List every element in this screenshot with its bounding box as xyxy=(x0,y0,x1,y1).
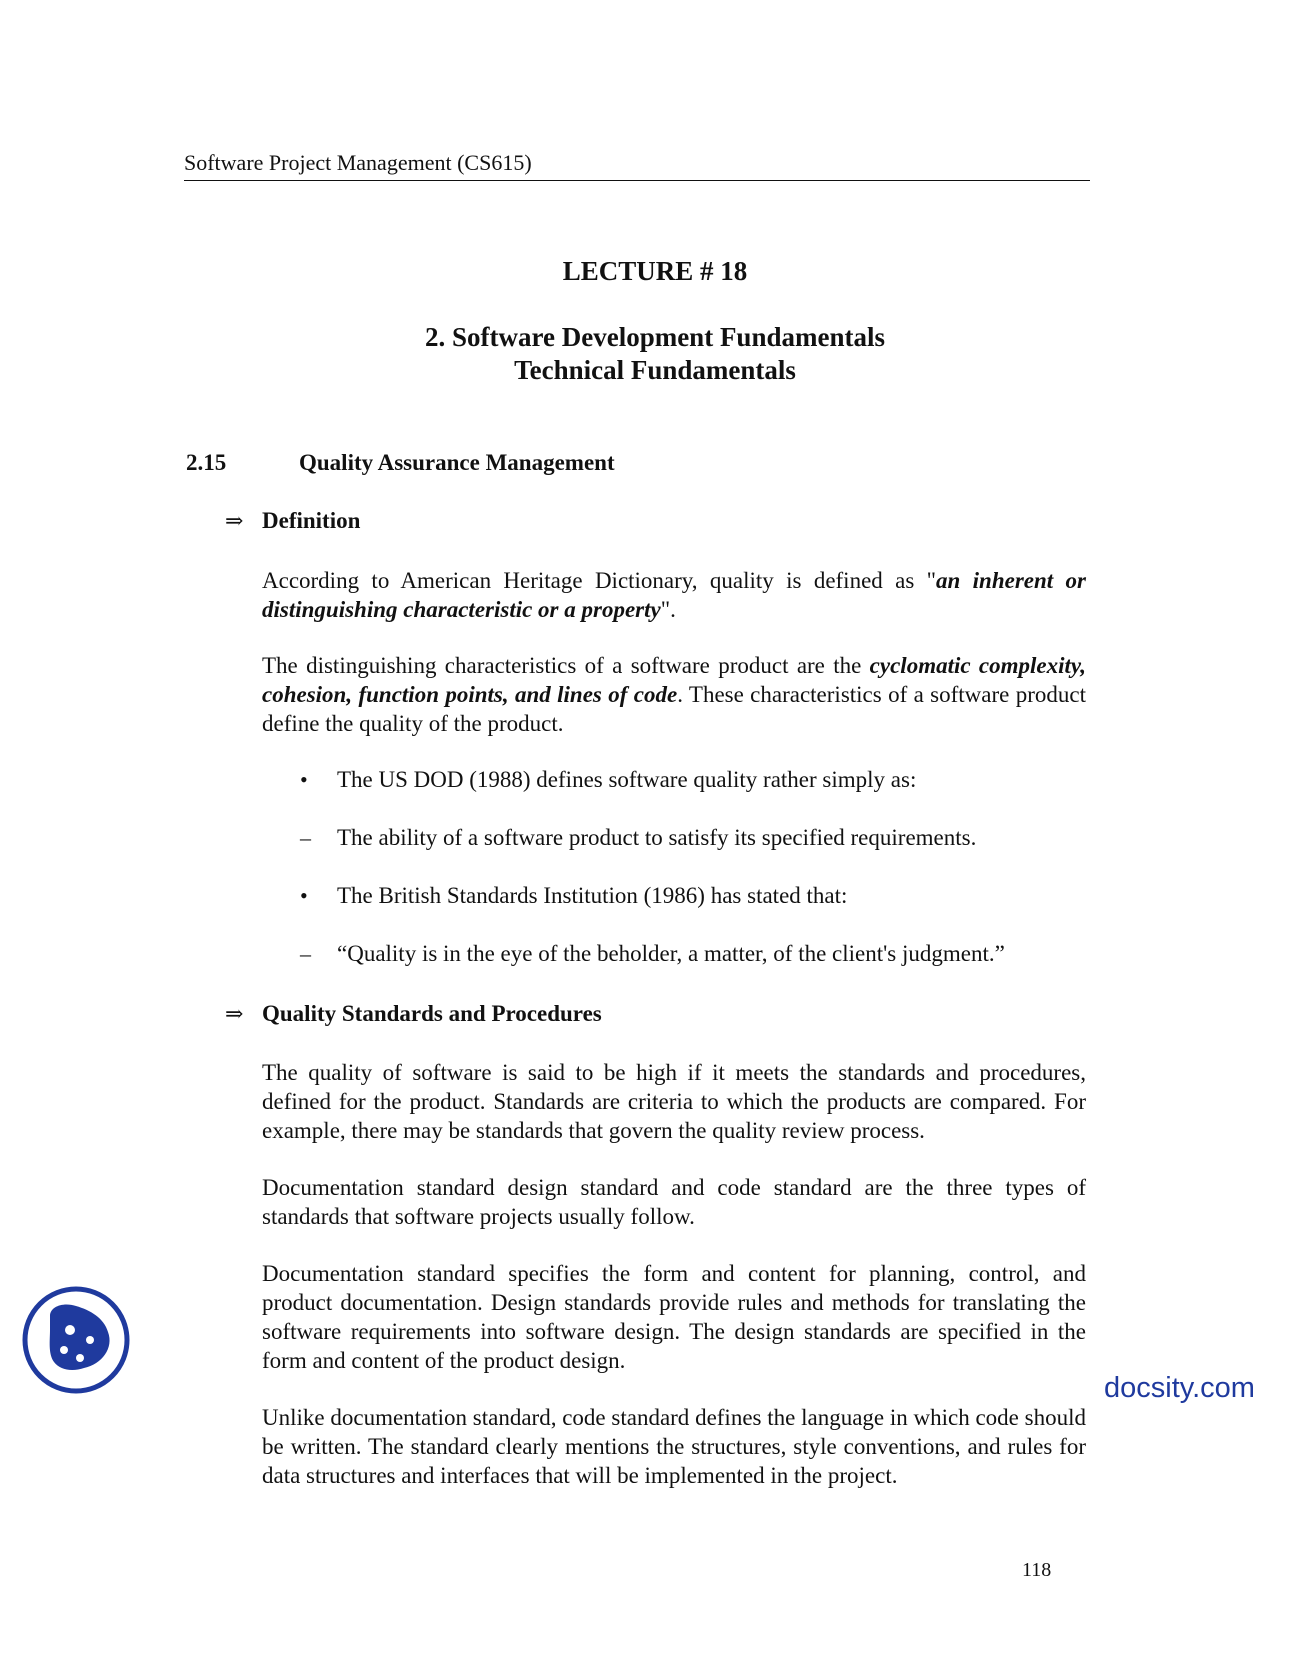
section-title: Quality Assurance Management xyxy=(299,450,615,475)
dash-icon: – xyxy=(300,941,311,966)
standards-heading: Quality Standards and Procedures xyxy=(262,1001,602,1026)
section-number: 2.15 xyxy=(186,450,227,475)
bullet-icon: • xyxy=(300,883,308,908)
lecture-title: LECTURE # 18 xyxy=(562,256,748,286)
list-item: “Quality is in the eye of the beholder, a matter, of the client's judgment.” xyxy=(337,941,1005,966)
chapter-title: 2. Software Development Fundamentals xyxy=(425,322,885,352)
list-item: The ability of a software product to satisfy its specified requirements. xyxy=(337,825,977,850)
definition-paragraph: According to American Heritage Dictionary, quality is defined as "an inherent or distinguishing characteristic or a property". xyxy=(262,568,1086,622)
running-header: Software Project Management (CS615) xyxy=(184,150,532,175)
page-number: 118 xyxy=(1022,1559,1052,1581)
arrow-icon: ⇒ xyxy=(225,508,244,533)
characteristics-paragraph: The distinguishing characteristics of a software product are the cyclomatic complexity, cohesion, function points, and lines of code. These characteristics of a software product define the quality of the product. xyxy=(262,653,1086,736)
definition-heading: Definition xyxy=(262,508,361,533)
docsity-logo-icon xyxy=(20,1284,132,1396)
arrow-icon: ⇒ xyxy=(225,1001,244,1026)
chapter-subtitle: Technical Fundamentals xyxy=(514,355,796,385)
dash-icon: – xyxy=(300,825,311,850)
bullet-icon: • xyxy=(300,767,308,792)
docsity-watermark: docsity.com xyxy=(1104,1372,1255,1404)
standards-paragraph-1: The quality of software is said to be high if it meets the standards and procedures, defined for the product. Standards are criteria to which the products are compared. For example, there may be standards that govern the quality review process. xyxy=(262,1060,1086,1143)
list-item: The US DOD (1988) defines software quality rather simply as: xyxy=(337,767,917,792)
standards-paragraph-4: Unlike documentation standard, code standard defines the language in which code should be written. The standard clearly mentions the structures, style conventions, and rules for data structures and interfaces that will be implemented in the project. xyxy=(262,1405,1086,1488)
standards-paragraph-3: Documentation standard specifies the form and content for planning, control, and product documentation. Design standards provide rules and methods for translating the software requirements into software design. The design standards are specified in the form and content of the product design. xyxy=(262,1261,1086,1373)
list-item: The British Standards Institution (1986) has stated that: xyxy=(337,883,848,908)
header-rule xyxy=(184,180,1090,181)
standards-paragraph-2: Documentation standard design standard and code standard are the three types of standards that software projects usually follow. xyxy=(262,1175,1086,1229)
